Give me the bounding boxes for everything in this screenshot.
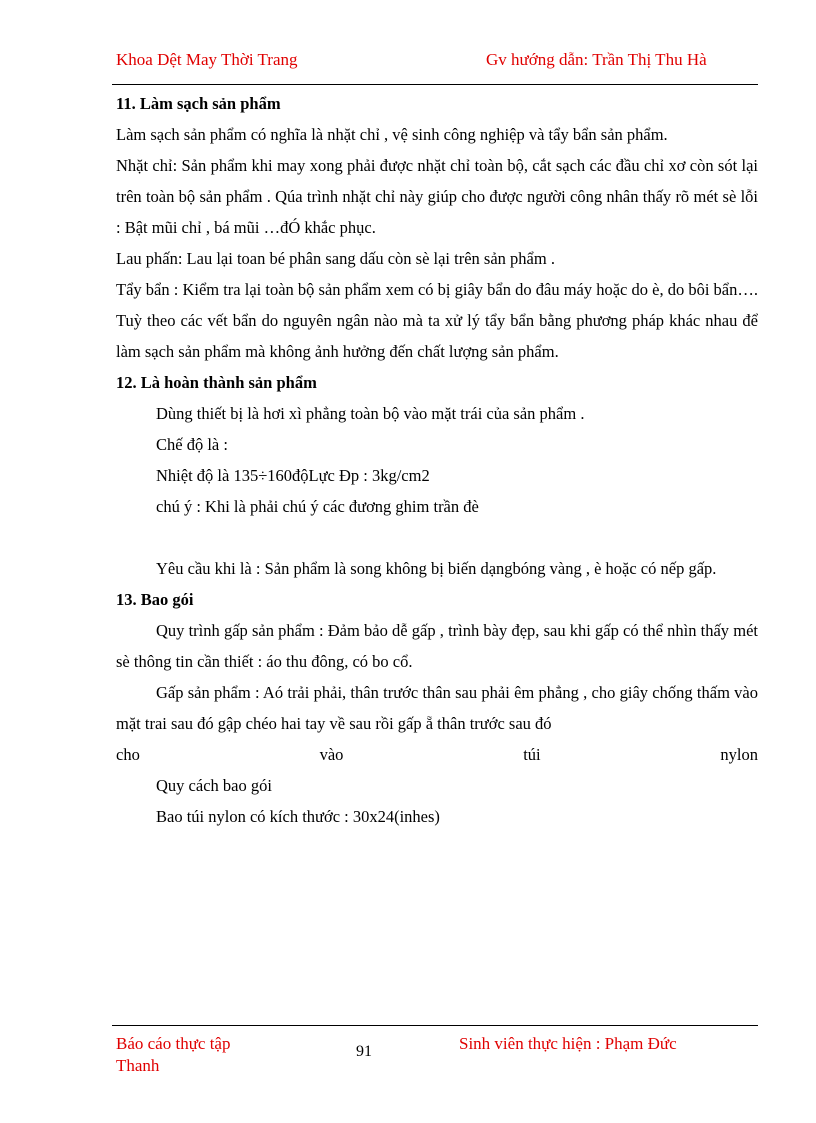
section-11-paragraph: Lau phấn: Lau lại toan bé phân sang dấu còn sè lại trên sản phẩm . — [116, 249, 555, 268]
section-11-paragraph: Tẩy bẩn : Kiểm tra lại toàn bộ sản phẩm xem có bị giây bẩn do đâu máy hoặc do è, do bôi bẩn…. Tuỳ theo các vết bẩn do nguyên ngân nào mà ta xử lý tẩy bẩn bằng phương pháp khác nhau để làm sạch sản phẩm mà không ảnh hưởng đến chất lượng sản phẩm. — [116, 280, 758, 361]
section-11-title: 11. Làm sạch sản phẩm — [116, 94, 281, 113]
footer-rule — [112, 1025, 758, 1026]
header-rule — [112, 84, 758, 85]
section-12-paragraph: Chế độ là : — [156, 435, 228, 454]
section-11-paragraph: Nhặt chỉ: Sản phẩm khi may xong phải được nhặt chỉ toàn bộ, cắt sạch các đầu chỉ xơ còn sót lại trên toàn bộ sản phẩm . Qúa trình nhặt chỉ này giúp cho được người công nhân thấy rõ mét sè lỗi : Bật mũi chỉ , bá mũi …đÓ khắc phục. — [116, 156, 758, 237]
section-13-paragraph: Quy cách bao gói — [156, 776, 272, 795]
section-12-paragraph: Nhiệt độ là 135÷160độLực Đp : 3kg/cm2 — [156, 466, 430, 485]
section-12-paragraph: chú ý : Khi là phải chú ý các đương ghim trần đè — [156, 497, 479, 516]
page-number: 91 — [356, 1043, 372, 1060]
footer-student: Sinh viên thực hiện : Phạm Đức — [459, 1034, 677, 1053]
spacer — [116, 522, 758, 553]
section-13-paragraph: Quy trình gấp sản phẩm : Đảm bảo dễ gấp , trình bày đẹp, sau khi gấp có thể nhìn thấy mét sè thông tin cần thiết : áo thu đông, có bo cổ. — [116, 621, 758, 671]
section-12-paragraph: Yêu cầu khi là : Sản phẩm là song không bị biến dạngbóng vàng , è hoặc có nếp gấp. — [156, 559, 717, 578]
section-13-paragraph: Gấp sản phẩm : Aó trải phải, thân trước thân sau phải êm phẳng , cho giây chống thấm vào mặt trai sau đó gập chéo hai tay về sau rồi gấp ẵ thân trước sau đó — [116, 683, 758, 733]
section-13-paragraph: Bao túi nylon có kích thước : 30x24(inhes) — [156, 807, 440, 826]
section-13-paragraph-end: cho vào túi nylon — [116, 745, 758, 764]
section-12-title: 12. Là hoàn thành sản phẩm — [116, 373, 317, 392]
section-12-paragraph: Dùng thiết bị là hơi xì phẳng toàn bộ vào mặt trái của sản phẩm . — [156, 404, 585, 423]
header-instructor: Gv hướng dẫn: Trần Thị Thu Hà — [486, 50, 707, 69]
section-13-title: 13. Bao gói — [116, 590, 194, 609]
section-11-paragraph: Làm sạch sản phẩm có nghĩa là nhặt chỉ , vệ sinh công nghiệp và tẩy bẩn sản phẩm. — [116, 125, 668, 144]
footer-report: Báo cáo thực tập Thanh — [116, 1034, 231, 1075]
header-faculty: Khoa Dệt May Thời Trang — [116, 50, 298, 69]
document-body — [116, 88, 758, 832]
